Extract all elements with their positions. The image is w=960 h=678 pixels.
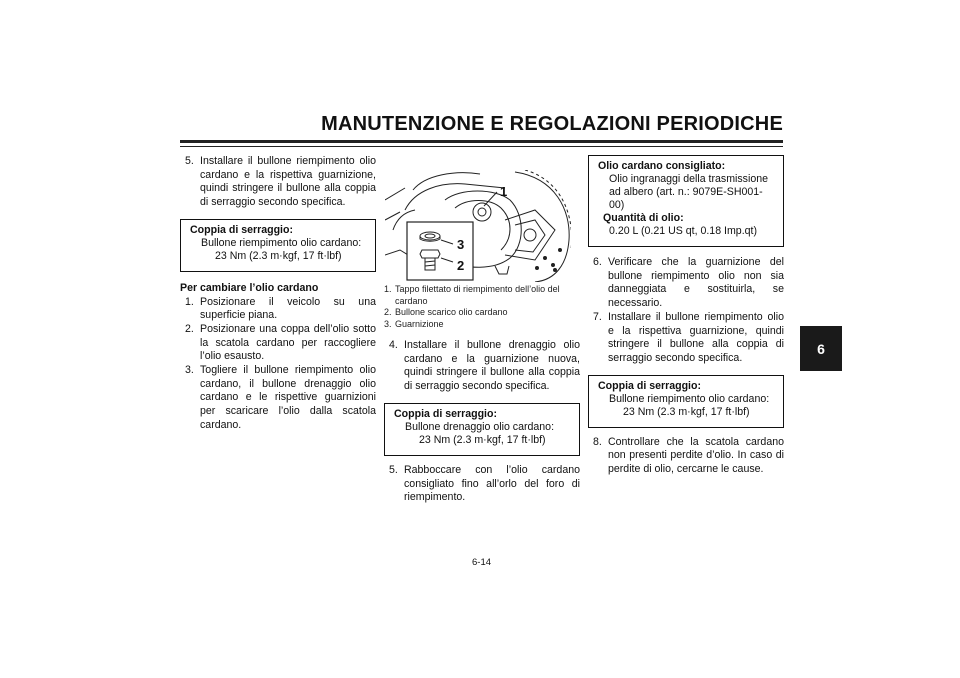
page-title: MANUTENZIONE E REGOLAZIONI PERIODICHE: [321, 113, 783, 135]
caption-text: Tappo filettato di riempimento dell’olio del cardano: [395, 284, 560, 306]
spec-title: Coppia di serraggio:: [598, 379, 702, 392]
caption-number: 3.: [384, 318, 392, 329]
step-number: 5.: [185, 155, 194, 167]
spec-value: 23 Nm (2.3 m·kgf, 17 ft·lbf): [215, 249, 342, 262]
final-drive-illustration: [385, 170, 571, 282]
step-number: 8.: [593, 435, 602, 448]
oil-spec-box: [588, 155, 784, 247]
callout-3: 3: [457, 237, 465, 252]
step-text: Controllare che la scatola cardano non presenti perdite d’olio. In caso di perdite di olio, cercarne le cause.: [608, 435, 784, 476]
header-rule-thick: [180, 140, 783, 143]
step-text: Togliere il bullone riempimento olio cardano, il bullone drenaggio olio cardano e le rispettive guarnizioni per scaricare l’olio dalla scatola cardano.: [200, 364, 376, 431]
step-number: 7.: [593, 310, 602, 323]
step-text: Posizionare una coppa dell’olio sotto la scatola cardano per raccogliere l’olio esausto.: [200, 322, 376, 363]
step-item: [384, 464, 580, 505]
spec-line: Olio ingranaggi della trasmissione: [609, 173, 768, 185]
callout-2: 2: [457, 258, 465, 273]
column-2: [384, 170, 580, 505]
column-3: [588, 155, 784, 477]
step-number: 3.: [185, 364, 194, 377]
column-1: [180, 155, 376, 433]
figure-caption: [384, 284, 580, 307]
spec-value: 23 Nm (2.3 m·kgf, 17 ft·lbf): [623, 405, 750, 418]
step-item: [588, 256, 784, 311]
spec-line: Bullone riempimento olio cardano:: [609, 392, 770, 405]
quantity-value: 0.20 L (0.21 US qt, 0.18 Imp.qt): [609, 225, 758, 237]
spec-line: Bullone riempimento olio cardano:: [201, 236, 362, 249]
header-rule-thin: [180, 146, 783, 147]
spec-line: ad albero (art. n.: 9079E-SH001-00): [609, 186, 763, 211]
section-heading: Per cambiare l’olio cardano: [180, 281, 319, 294]
torque-spec-box: [588, 375, 784, 428]
step-number: 2.: [185, 322, 194, 335]
chapter-tab-number: 6: [817, 340, 825, 357]
step-item: [180, 364, 376, 433]
caption-text: Bullone scarico olio cardano: [395, 307, 508, 317]
torque-spec-box: [384, 403, 580, 456]
spec-line: Bullone drenaggio olio cardano:: [405, 420, 555, 433]
step-number: 6.: [593, 256, 602, 268]
caption-number: 1.: [384, 284, 392, 294]
figure-caption: [384, 319, 580, 331]
step-text: Verificare che la guarnizione del bullone riempimento olio non sia danneggiata e sostituirla, se necessario.: [608, 256, 784, 310]
torque-spec-box: [180, 219, 376, 272]
caption-number: 2.: [384, 307, 392, 317]
step-text: Installare il bullone drenaggio olio cardano e la guarnizione nuova, quindi stringere il bullone alla coppia di serraggio secondo specifica.: [404, 339, 580, 393]
spec-value: 23 Nm (2.3 m·kgf, 17 ft·lbf): [419, 433, 546, 446]
final-drive-drawing: [385, 170, 571, 282]
page-number: 6-14: [472, 557, 492, 568]
caption-text: Guarnizione: [395, 318, 444, 329]
step-text: Posizionare il veicolo su una superficie piana.: [200, 295, 376, 322]
step-item: [588, 311, 784, 366]
chapter-tab: [800, 326, 842, 371]
step-text: Installare il bullone riempimento olio cardano e la rispettiva guarnizione, quindi stringere il bullone alla coppia di serraggio secondo specifica.: [200, 155, 376, 209]
step-item: [180, 155, 376, 210]
spec-title: Coppia di serraggio:: [190, 223, 294, 236]
step-number: 5.: [389, 463, 398, 476]
step-text: Rabboccare con l’olio cardano consigliato fino all’orlo del foro di riempimento.: [404, 463, 580, 504]
step-number: 1.: [185, 295, 194, 308]
figure-caption: [384, 307, 580, 319]
step-item: [180, 296, 376, 323]
figure-captions: [384, 284, 580, 330]
step-text: Installare il bullone riempimento olio e la rispettiva guarnizione, quindi stringere il bullone alla coppia di serraggio secondo specifica.: [608, 310, 784, 364]
spec-title: Coppia di serraggio:: [394, 407, 498, 420]
spec-title: Olio cardano consigliato:: [598, 160, 726, 172]
step-item: [384, 339, 580, 394]
step-item: [180, 323, 376, 364]
quantity-title: Quantità di olio:: [603, 212, 684, 224]
step-number: 4.: [389, 339, 398, 351]
step-item: [588, 436, 784, 477]
callout-1: 1: [500, 184, 508, 199]
